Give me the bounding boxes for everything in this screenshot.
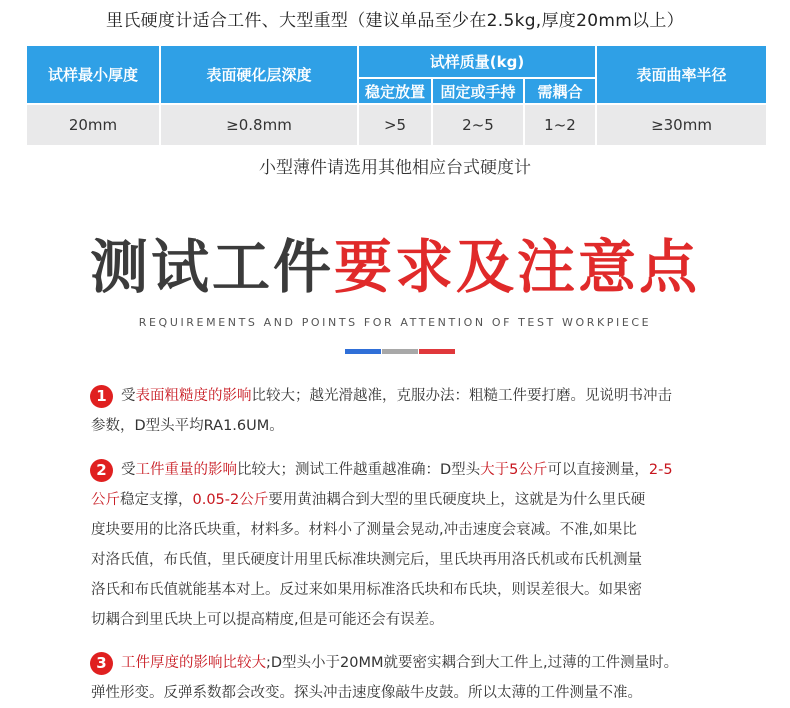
spec-table: [25, 44, 768, 147]
header-stable: 稳定放置: [358, 78, 432, 104]
header-mass-group: 试样质量(kg): [358, 45, 596, 78]
table-cell: 1~2: [524, 104, 596, 146]
divider-red: [419, 349, 455, 354]
highlight-text: 2-5: [648, 462, 673, 478]
highlight-text: 大于5公斤: [480, 462, 548, 478]
divider-gray: [382, 349, 418, 354]
number-badge: 2: [90, 459, 113, 482]
highlight-text: 公斤: [91, 492, 120, 508]
section-subtitle-english: REQUIREMENTS AND POINTS FOR ATTENTION OF TEST WORKPIECE: [138, 316, 652, 329]
list-item: [91, 455, 731, 635]
text: 受: [121, 388, 136, 404]
text: 受: [121, 462, 136, 478]
table-cell: ≥30mm: [596, 104, 767, 146]
text-line: 对洛氏值，布氏值，里氏硬度计用里氏标准块测完后，里氏块再用洛氏机或布氏机测量: [91, 552, 642, 568]
top-note: 里氏硬度计适合工件、大型重型（建议单品至少在2.5kg,厚度20mm以上）: [106, 11, 684, 31]
text: 比较大；测试工件越重越准确：D型头: [237, 462, 481, 478]
number-badge: 3: [90, 652, 113, 675]
text: 可以直接测量，: [547, 462, 649, 478]
sub-note: 小型薄件请选用其他相应台式硬度计: [259, 158, 531, 178]
text-line: 度块要用的比洛氏块重，材料多。材料小了测量会晃动,冲击速度会衰减。不准,如果比: [91, 522, 637, 538]
section-title-red: 要求及注意点: [334, 233, 701, 301]
section-title-dark: 测试工件: [89, 233, 334, 301]
table-cell: >5: [358, 104, 432, 146]
text-line: 参数，D型头平均RA1.6UM。: [91, 418, 284, 434]
highlight-text: 0.05-2公斤: [192, 492, 269, 508]
highlight-text: 表面粗糙度的影响: [135, 388, 252, 404]
table-cell: ≥0.8mm: [160, 104, 358, 146]
text-line: 洛氏和布氏值就能基本对上。反过来如果用标准洛氏块和布氏块，则误差很大。如果密: [91, 582, 642, 598]
text: 要用黄油耦合到大型的里氏硬度块上，这就是为什么里氏硬: [268, 492, 646, 508]
text: ;D型头小于20MM就要密实耦合到大工件上,过薄的工件测量时。: [266, 655, 679, 671]
header-fixed: 固定或手持: [432, 78, 524, 104]
list-item: [91, 648, 731, 708]
table-cell: 20mm: [26, 104, 160, 146]
header-coupling: 需耦合: [524, 78, 596, 104]
divider-blue: [345, 349, 381, 354]
text-line: 弹性形变。反弹系数都会改变。探头冲击速度像敲牛皮鼓。所以太薄的工件测量不准。: [91, 685, 642, 701]
highlight-text: 工件重量的影响: [135, 462, 237, 478]
section-title: [0, 233, 790, 301]
highlight-text: 工件厚度的影响比较大: [121, 655, 266, 671]
header-min-thickness: 试样最小厚度: [26, 45, 160, 104]
text: 比较大；越光滑越准，克服办法：粗糙工件要打磨。见说明书冲击: [251, 388, 672, 404]
table-cell: 2~5: [432, 104, 524, 146]
number-badge: 1: [90, 385, 113, 408]
header-curvature: 表面曲率半径: [596, 45, 767, 104]
text: 稳定支撑，: [120, 492, 193, 508]
text-line: 切耦合到里氏块上可以提高精度,但是可能还会有误差。: [91, 612, 444, 628]
list-item: [91, 381, 731, 441]
header-hardened-depth: 表面硬化层深度: [160, 45, 358, 104]
table-row: [26, 104, 767, 146]
